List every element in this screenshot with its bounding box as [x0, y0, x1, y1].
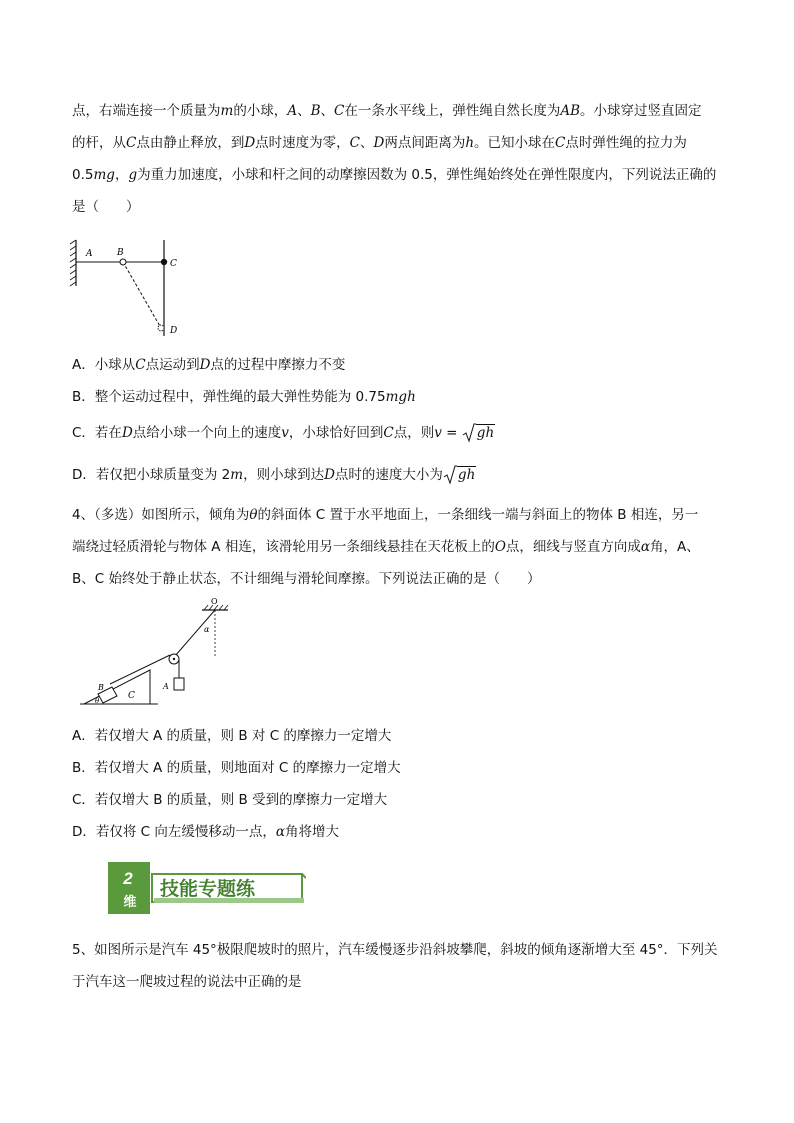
q4-option-d: D．若仅将 C 向左缓慢移动一点，α角将增大: [72, 824, 340, 840]
pulley-b: [120, 259, 126, 265]
section-badge-graphic: [108, 862, 306, 914]
q4-figure: [78, 598, 248, 710]
q3-option-d: D．若仅把小球质量变为 2m，则小球到达D点时的速度大小为 gh: [72, 467, 476, 483]
q3-line-1: 点，右端连接一个质量为m的小球，A、B、C在一条水平线上，弹性绳自然长度为AB。小球穿过竖直固定: [72, 103, 702, 119]
q4-line-1: 4、（多选）如图所示，倾角为θ的斜面体 C 置于水平地面上，一条细线一端与斜面上的物体 B 相连，另一: [72, 507, 699, 523]
label-theta: θ: [95, 697, 100, 705]
q3-option-b: B．整个运动过程中，弹性绳的最大弹性势能为 0.75mgh: [72, 389, 416, 405]
q4-option-a: A．若仅增大 A 的质量，则 B 对 C 的摩擦力一定增大: [72, 728, 392, 744]
wall-hatch: [70, 240, 76, 286]
section-number-sub: 维: [123, 895, 137, 910]
label-d: D: [170, 326, 178, 336]
q5-line-1: 5、如图所示是汽车 45°极限爬坡时的照片，汽车缓慢逐步沿斜坡攀爬，斜坡的倾角逐渐增大至 45°．下列关: [72, 942, 718, 958]
section-number: 2: [123, 869, 133, 888]
label-b: B: [98, 683, 104, 692]
q3-figure: [68, 236, 188, 340]
label-o: O: [211, 598, 218, 606]
q4-line-3: B、C 始终处于静止状态，不计细绳与滑轮间摩擦。下列说法正确的是（ ）: [72, 571, 541, 587]
sqrt-symbol: [462, 423, 476, 443]
label-a: A: [163, 682, 169, 691]
stretched-cord: [123, 262, 161, 328]
q4-line-2: 端绕过轻质滑轮与物体 A 相连，该滑轮用另一条细线悬挂在天花板上的O点，细线与竖直方向成α角，A、: [72, 539, 700, 555]
q3-option-a: A．小球从C点运动到D点的过程中摩擦力不变: [72, 357, 346, 373]
q3-option-c: C．若在D点给小球一个向上的速度v，小球恰好回到C点，则v = gh: [72, 425, 495, 441]
label-c: C: [128, 691, 135, 701]
ball-d: [158, 325, 164, 331]
section-title: 技能专题练: [160, 878, 256, 900]
section-badge: [108, 862, 306, 914]
label-a: A: [86, 249, 93, 259]
sqrt-symbol: [443, 465, 457, 485]
q3-line-4: 是（ ）: [72, 199, 140, 215]
q4-option-b: B．若仅增大 A 的质量，则地面对 C 的摩擦力一定增大: [72, 760, 401, 776]
q4-option-c: C．若仅增大 B 的质量，则 B 受到的摩擦力一定增大: [72, 792, 388, 808]
wedge-c: [84, 670, 150, 704]
label-b: B: [117, 248, 124, 258]
q3-line-3: 0.5mg，g为重力加速度，小球和杆之间的动摩擦因数为 0.5，弹性绳始终处在弹性限度内，下列说法正确的: [72, 167, 717, 183]
block-a: [174, 678, 184, 690]
q5-line-2: 于汽车这一爬坡过程的说法中正确的是: [72, 974, 302, 990]
label-c: C: [170, 259, 177, 269]
q3-line-2: 的杆，从C点由静止释放，到D点时速度为零，C、D两点间距离为h。已知小球在C点时弹性绳的拉力为: [72, 135, 687, 151]
ball-c: [161, 259, 167, 265]
label-alpha: α: [204, 625, 210, 634]
